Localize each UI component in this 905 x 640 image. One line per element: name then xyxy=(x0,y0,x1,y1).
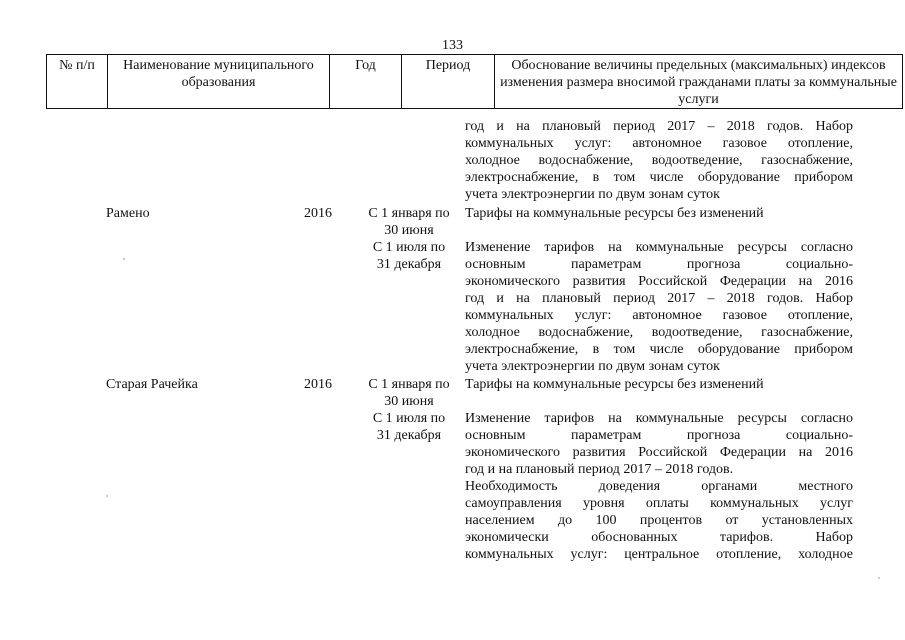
header-year: Год xyxy=(330,55,402,109)
scan-speck xyxy=(123,258,125,260)
continuation-text: год и на плановый период 2017 – 2018 годов. Набор коммунальных услуг: автономное газовое отопление, холодное водоснабжение, водоотведение, газоснабжение, электроснабжение, в том числе оборудование прибором учета электроэнергии по двум зонам суток xyxy=(465,119,853,202)
row-desc2-staraya-racheyka: Изменение тарифов на коммунальные ресурсы согласно основным параметрам прогноза социально- экономического развития Российской Федерации на 2016 год и на плановый период 2017 – 2018 годов. Необходимость доведения органами местного самоуправления уровня оплаты коммунальных услуг населением до 100 процентов от установленных экономически обоснованных тарифов. Набор коммунальных услуг: центральное отопление, холодное xyxy=(465,411,853,562)
row-period1-rameno: С 1 января по 30 июня xyxy=(368,206,450,238)
header-period: Период xyxy=(402,55,495,109)
scan-speck xyxy=(878,577,880,579)
row-name-rameno: Рамено xyxy=(106,206,150,221)
row-period2-rameno: С 1 июля по 31 декабря xyxy=(372,240,446,272)
row-period1-staraya-racheyka: С 1 января по 30 июня xyxy=(368,377,450,409)
table-header xyxy=(46,54,903,109)
scan-speck xyxy=(106,495,108,497)
row-desc1-rameno: Тарифы на коммунальные ресурсы без изменений xyxy=(465,206,764,221)
page-number: 133 xyxy=(442,38,463,53)
header-justification: Обоснование величины предельных (максимальных) индексов изменения размера вносимой гражданами платы за коммунальные услуги xyxy=(495,55,903,109)
row-year-rameno: 2016 xyxy=(304,206,332,221)
row-year-staraya-racheyka: 2016 xyxy=(304,377,332,392)
row-desc1-staraya-racheyka: Тарифы на коммунальные ресурсы без изменений xyxy=(465,377,764,392)
header-name: Наименование муниципального образования xyxy=(108,55,330,109)
row-name-staraya-racheyka: Старая Рачейка xyxy=(106,377,198,392)
header-num: № п/п xyxy=(47,55,108,109)
row-period2-staraya-racheyka: С 1 июля по 31 декабря xyxy=(372,411,446,443)
row-desc2-rameno: Изменение тарифов на коммунальные ресурсы согласно основным параметрам прогноза социально- экономического развития Российской Федерации на 2016 год и на плановый период 2017 – 2018 годов. Набор коммунальных услуг: автономное газовое отопление, холодное водоснабжение, водоотведение, газоснабжение, электроснабжение, в том числе оборудование прибором учета электроэнергии по двум зонам суток xyxy=(465,240,853,374)
